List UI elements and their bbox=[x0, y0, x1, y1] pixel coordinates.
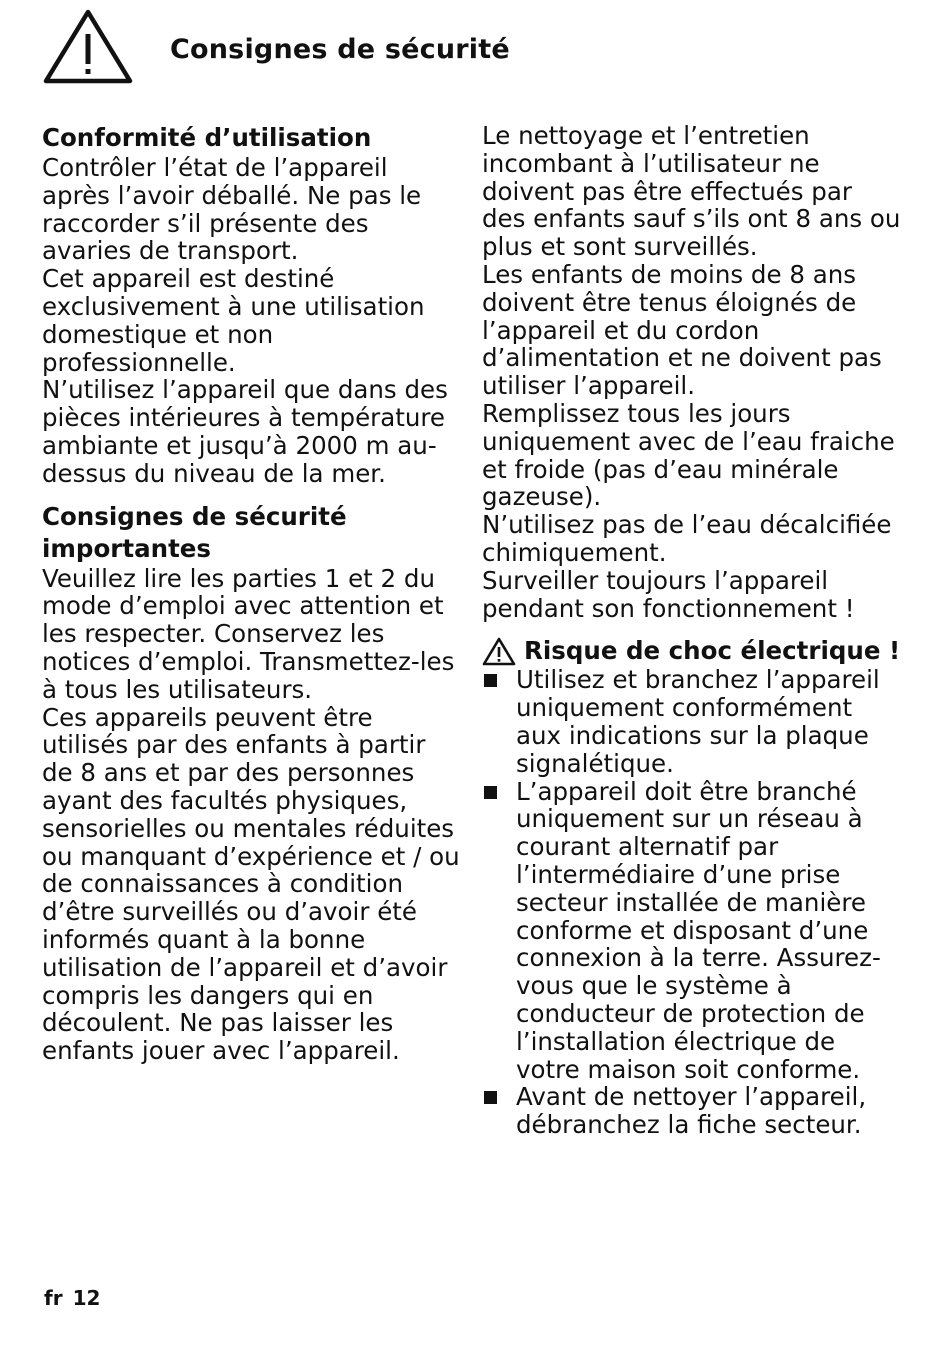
paragraph: N’utilisez l’appareil que dans des pièces intérieures à température ambiante et jusqu’à 2000 m au-dessus du niveau de la mer. bbox=[42, 375, 448, 488]
square-bullet-icon bbox=[484, 674, 497, 687]
electric-shock-warning-heading bbox=[482, 636, 902, 666]
right-column bbox=[482, 122, 902, 1139]
square-bullet-icon bbox=[484, 786, 497, 799]
page-footer bbox=[44, 1286, 110, 1310]
page-header bbox=[42, 8, 902, 86]
bullet-text: Avant de nettoyer l’appareil, débranchez la fiche secteur. bbox=[516, 1082, 867, 1140]
page-number: 12 bbox=[72, 1286, 101, 1310]
warning-bullet-list bbox=[482, 666, 902, 1139]
paragraph: Le nettoyage et l’entretien incombant à l’utilisateur ne doivent pas être effectués par des enfants sauf s’ils ont 8 ans ou plus et sont surveillés. bbox=[482, 121, 901, 262]
bullet-text: L’appareil doit être branché uniquement sur un réseau à courant alternatif par l’intermédiaire d’une prise secteur installée de manière conforme et disposant d’une connexion à la terre. Assurez-vous que le système à conducteur de protection de l’installation électrique de votre maison soit conforme. bbox=[516, 776, 881, 1084]
list-item bbox=[482, 666, 902, 777]
section-heading-conformite: Conformité d’utilisation bbox=[42, 123, 372, 152]
bullet-text: Utilisez et branchez l’appareil uniquement conformément aux indications sur la plaque signalétique. bbox=[516, 665, 880, 778]
warning-heading-text: Risque de choc électrique ! bbox=[524, 636, 901, 666]
section-heading-consignes-line1: Consignes de sécurité bbox=[42, 501, 347, 531]
paragraph: N’utilisez pas de l’eau décalcifiée chimiquement. bbox=[482, 510, 892, 567]
list-item bbox=[482, 778, 902, 1084]
paragraph: Veuillez lire les parties 1 et 2 du mode d’emploi avec attention et les respecter. Conservez les notices d’emploi. Transmettez-les à tous les utilisateurs. bbox=[42, 563, 455, 704]
language-code: fr bbox=[44, 1286, 63, 1310]
paragraph: Contrôler l’état de l’appareil après l’avoir déballé. Ne pas le raccorder s’il présente des avaries de transport. bbox=[42, 153, 422, 266]
list-item bbox=[482, 1083, 902, 1139]
warning-triangle-icon bbox=[42, 8, 134, 84]
paragraph: Ces appareils peuvent être utilisés par des enfants à partir de 8 ans et par des personnes ayant des facultés physiques, sensorielles ou mentales réduites ou manquant d’expérience et / ou de connaissances à condition d’être surveillés ou d’avoir été informés quant à la bonne utilisation de l’appareil et d’avoir compris les dangers qui en découlent. Ne pas laisser les enfants jouer avec l’appareil. bbox=[42, 702, 460, 1066]
square-bullet-icon bbox=[484, 1091, 497, 1104]
paragraph: Surveiller toujours l’appareil pendant son fonctionnement ! bbox=[482, 565, 855, 623]
paragraph: Cet appareil est destiné exclusivement à une utilisation domestique et non professionnelle. bbox=[42, 264, 425, 377]
paragraph: Remplissez tous les jours uniquement avec de l’eau fraiche et froide (pas d’eau minérale gazeuse). bbox=[482, 398, 895, 512]
left-column bbox=[42, 122, 460, 1065]
warning-triangle-small-icon bbox=[482, 637, 516, 666]
page-title: Consignes de sécurité bbox=[170, 34, 510, 65]
paragraph: Les enfants de moins de 8 ans doivent être tenus éloignés de l’appareil et du cordon d’alimentation et ne doivent pas utiliser l’appareil. bbox=[482, 259, 882, 401]
section-heading-consignes-line2: importantes bbox=[42, 533, 211, 563]
